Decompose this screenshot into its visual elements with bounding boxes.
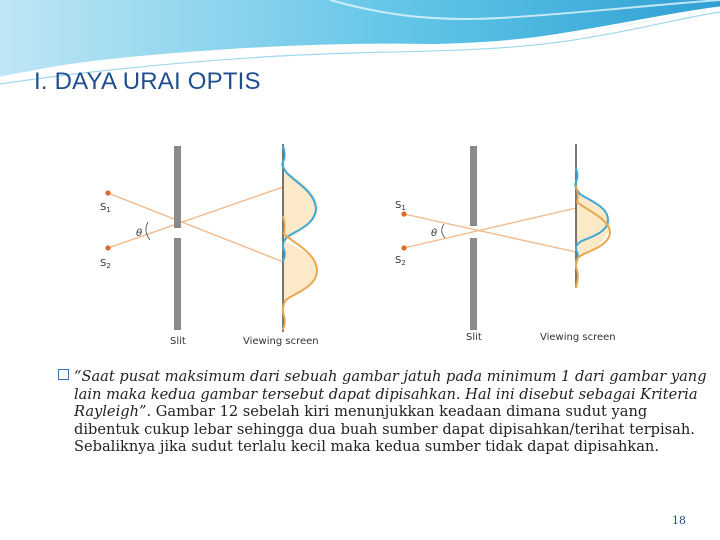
source-s2-dot [401,245,406,250]
slit-upper [174,146,181,228]
diagram-resolved [100,142,319,347]
source-s2-dot [105,245,110,250]
ray-s2 [108,186,286,248]
source-s1-label: $S_1$ [395,200,406,212]
theta-label: θ [431,228,438,239]
source-s1-dot [401,211,406,216]
bullet-box-icon [58,369,69,380]
slit-label: Slit [466,332,482,343]
slit-lower [174,238,181,330]
intensity-fill-bottom [283,240,318,304]
body-paragraph-block [58,368,708,456]
body-paragraph [74,368,708,456]
body-explanation: Gambar 12 sebelah kiri menunjukkan keadaan dimana sudut yang dibentuk cukup lebar sehingga dua buah sumber dapat dipisahkan/terihat terpisah. Sebaliknya jika sudut terlalu kecil maka kedua sumber tidak dapat dipisahkan. [74,403,695,455]
viewing-screen-label: Viewing screen [540,332,616,343]
intensity-fill-top [283,168,318,243]
rayleigh-criterion-figure [86,128,656,350]
theta-arc [146,222,150,240]
ray-s1 [108,193,286,263]
page-number: 18 [672,514,686,527]
theta-arc [442,224,445,238]
source-s1-label: $S_1$ [100,202,111,214]
ray-s1 [404,214,576,252]
ray-s2 [404,208,576,248]
slit-label: Slit [170,336,186,347]
rayleigh-criterion-quote: “Saat pusat maksimum dari sebuah gambar jatuh pada minimum 1 dari gambar yang lain maka kedua gambar tersebut dapat dipisahkan. Hal ini disebut sebagai Kriteria Rayleigh”. [74,368,707,420]
source-s2-label: $S_2$ [100,258,111,270]
diagram-unresolved [395,144,616,343]
slit-upper [470,146,477,226]
slit-lower [470,238,477,330]
viewing-screen-label: Viewing screen [243,336,319,347]
slide-title: I. DAYA URAI OPTIS [34,68,261,95]
source-s2-label: $S_2$ [395,255,406,267]
theta-label: θ [136,228,143,239]
source-s1-dot [105,190,110,195]
